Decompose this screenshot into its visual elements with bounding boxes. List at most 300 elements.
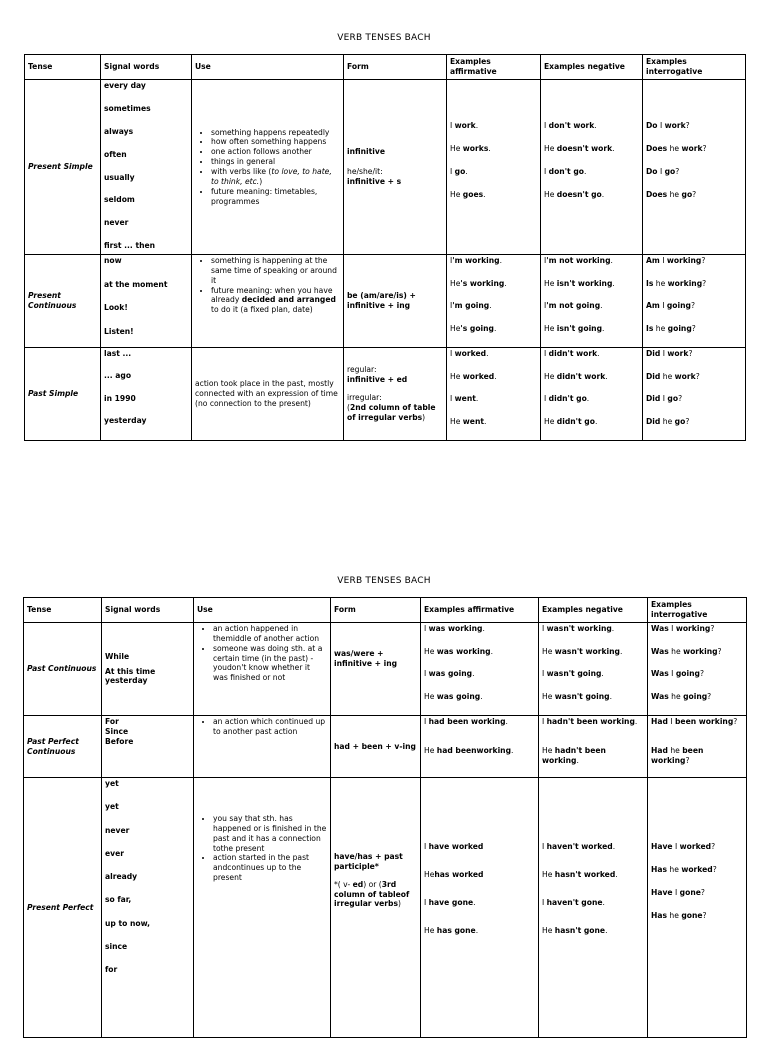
tense-name: Past Simple xyxy=(25,348,101,441)
use-item: • action started in the past andcontinues up to the present xyxy=(213,853,327,883)
page-title: VERB TENSES BACH xyxy=(337,33,431,43)
example-fragment: Had xyxy=(651,717,668,726)
example-fragment: He xyxy=(424,746,437,755)
example-fragment: . xyxy=(600,301,603,310)
example-fragment: He xyxy=(424,870,435,879)
use-item: • something is happening at the same time of speaking or around it xyxy=(211,256,340,286)
signal-word: For xyxy=(105,717,119,726)
example-fragment: ? xyxy=(691,323,696,333)
signal-word: for xyxy=(105,965,118,975)
header-row xyxy=(24,598,747,623)
example-fragment: . xyxy=(611,624,615,633)
example-sentence xyxy=(450,121,537,144)
signal-word: so far, xyxy=(105,895,132,905)
example-fragment: I xyxy=(544,167,549,176)
example-fragment: 's working xyxy=(460,278,505,288)
example-sentence xyxy=(424,692,535,715)
example-fragment: Was xyxy=(651,646,669,656)
example-fragment: go xyxy=(664,167,676,176)
example-fragment: He xyxy=(542,746,555,755)
example-fragment: don't go xyxy=(548,167,584,176)
example-sentence xyxy=(450,394,537,417)
use-cell xyxy=(192,80,344,255)
example-sentence xyxy=(424,870,535,898)
example-sentence xyxy=(542,692,644,715)
example-sentence xyxy=(450,349,537,372)
signal-word: always xyxy=(104,126,134,136)
example-fragment: ? xyxy=(690,301,696,310)
examples-interrogative xyxy=(648,778,747,1038)
example-fragment: he xyxy=(667,144,682,153)
tense-name: Present Perfect xyxy=(24,778,102,1038)
use-list xyxy=(195,128,340,207)
example-fragment: Does xyxy=(646,144,668,153)
signal-word: up to now, xyxy=(105,918,151,928)
signal-word: every day xyxy=(104,81,146,90)
use-item: • how often something happens xyxy=(211,137,340,147)
example-fragment: . xyxy=(634,717,638,726)
signal-word: While xyxy=(105,651,130,661)
example-fragment: I xyxy=(450,394,455,403)
example-fragment: I xyxy=(672,842,680,851)
example-fragment: have worked xyxy=(428,842,484,851)
example-fragment: was going xyxy=(428,669,473,678)
example-fragment: ? xyxy=(712,865,717,874)
example-fragment: he xyxy=(653,323,668,333)
example-fragment: Have xyxy=(651,842,673,851)
example-sentence xyxy=(544,394,639,417)
example-fragment: ? xyxy=(701,256,706,265)
example-fragment: He xyxy=(542,870,555,879)
use-example-verbs: to love, to hate, to think, etc. xyxy=(211,167,332,186)
example-sentence xyxy=(542,842,644,870)
header-examples-negative: Examples negative xyxy=(541,55,643,80)
example-fragment: working xyxy=(683,646,718,656)
example-fragment: working xyxy=(666,256,702,265)
example-fragment: . xyxy=(482,624,485,633)
example-fragment: I xyxy=(450,167,455,176)
use-item: • you say that sth. has happened or is finished in the past and it has a connection tothe present xyxy=(213,814,327,853)
example-fragment: . xyxy=(473,898,476,907)
signal-words xyxy=(101,80,192,255)
example-sentence xyxy=(450,167,537,190)
header-form: Form xyxy=(344,55,447,80)
example-sentence xyxy=(544,144,639,167)
example-fragment: I xyxy=(668,669,676,678)
example-fragment: 's going xyxy=(460,323,494,333)
use-item: • future meaning: timetables, programmes xyxy=(211,187,340,207)
examples-affirmative xyxy=(447,255,541,348)
example-fragment: He xyxy=(542,691,555,701)
example-sentence xyxy=(544,121,639,144)
example-fragment: . xyxy=(504,278,507,288)
example-fragment: He xyxy=(450,323,461,333)
example-fragment: work xyxy=(667,349,689,358)
example-fragment: I xyxy=(659,301,667,310)
example-fragment: I xyxy=(668,624,676,633)
signal-word: never xyxy=(105,825,130,835)
signal-word: yesterday xyxy=(104,416,147,426)
example-fragment: worked xyxy=(454,349,487,358)
examples-interrogative xyxy=(643,348,746,441)
example-fragment: . xyxy=(484,416,487,426)
header-signal-words: Signal words xyxy=(101,55,192,80)
example-sentence xyxy=(542,669,644,692)
example-fragment: was working xyxy=(436,646,491,656)
example-fragment: wasn't working xyxy=(546,624,612,633)
example-fragment: I xyxy=(424,669,429,678)
signal-words xyxy=(102,778,194,1038)
example-fragment: work xyxy=(664,121,686,130)
example-sentence xyxy=(646,279,742,302)
signal-word: since xyxy=(105,941,128,951)
example-sentence xyxy=(544,279,639,302)
example-fragment: haven't worked xyxy=(546,842,613,851)
example-fragment: isn't going xyxy=(556,323,603,333)
example-fragment: . xyxy=(605,371,608,381)
example-fragment: 'm not going xyxy=(546,301,601,310)
example-fragment: he xyxy=(660,371,675,381)
example-fragment: go xyxy=(681,190,693,199)
example-sentence xyxy=(424,898,535,926)
signal-word: seldom xyxy=(104,195,135,205)
examples-affirmative xyxy=(421,716,539,778)
example-fragment: haven't gone xyxy=(546,898,603,907)
examples-affirmative xyxy=(447,348,541,441)
example-sentence xyxy=(544,167,639,190)
example-fragment: He xyxy=(544,416,557,426)
table-row xyxy=(24,716,747,778)
signal-word: now xyxy=(104,256,122,265)
example-fragment: I xyxy=(544,256,547,265)
example-fragment: He xyxy=(542,926,555,935)
examples-affirmative xyxy=(447,80,541,255)
example-fragment: he xyxy=(653,278,668,288)
example-sentence xyxy=(646,144,742,167)
form-emphasis: ed xyxy=(352,879,364,889)
use-list xyxy=(197,814,327,883)
example-fragment: He xyxy=(450,190,463,199)
example-fragment: He xyxy=(424,691,437,701)
example-fragment: . xyxy=(475,394,479,403)
page-title: VERB TENSES BACH xyxy=(337,576,431,586)
example-fragment: I xyxy=(660,349,668,358)
example-sentence xyxy=(424,746,535,775)
example-fragment: ? xyxy=(685,121,690,130)
example-fragment: I xyxy=(542,669,547,678)
example-fragment: . xyxy=(583,167,587,176)
signal-word: At this time yesterday xyxy=(105,666,156,686)
example-fragment: . xyxy=(609,691,612,701)
example-fragment: have gone xyxy=(428,898,474,907)
example-fragment: . xyxy=(576,755,579,765)
example-fragment: ? xyxy=(685,416,690,426)
example-fragment: . xyxy=(605,926,608,935)
example-fragment: I xyxy=(542,624,547,633)
example-fragment: He xyxy=(450,278,461,288)
use-item: • an action happened in themiddle of another action xyxy=(213,624,327,644)
example-fragment: going xyxy=(667,323,692,333)
form-cell: had + been + v-ing xyxy=(331,716,421,778)
example-fragment: goes xyxy=(462,190,484,199)
example-sentence xyxy=(646,417,742,440)
example-sentence xyxy=(542,717,644,746)
example-sentence xyxy=(450,144,537,167)
example-fragment: didn't go xyxy=(548,394,587,403)
example-fragment: . xyxy=(465,167,468,176)
example-fragment: I xyxy=(424,842,429,851)
use-item xyxy=(211,167,340,187)
example-fragment: . xyxy=(601,669,604,678)
use-cell xyxy=(194,778,331,1038)
example-fragment: been working xyxy=(651,746,704,765)
example-fragment: He xyxy=(424,926,437,935)
example-fragment: Am xyxy=(646,256,660,265)
example-fragment: . xyxy=(472,669,475,678)
tense-name: Past Continuous xyxy=(24,623,102,716)
example-fragment: He xyxy=(544,278,557,288)
header-signal-words: Signal words xyxy=(102,598,194,623)
example-fragment: I xyxy=(424,898,429,907)
example-fragment: . xyxy=(602,898,605,907)
use-item xyxy=(211,286,340,316)
use-cell xyxy=(194,623,331,716)
example-fragment: I xyxy=(660,394,668,403)
example-fragment: ? xyxy=(702,144,707,153)
example-fragment: has worked xyxy=(434,870,484,879)
examples-negative xyxy=(539,778,648,1038)
example-fragment: has gone xyxy=(436,926,476,935)
example-fragment: 'm going xyxy=(452,301,490,310)
example-sentence xyxy=(544,324,639,347)
example-fragment: didn't go xyxy=(556,416,595,426)
signal-word: usually xyxy=(104,172,135,182)
example-fragment: . xyxy=(602,323,605,333)
example-fragment: . xyxy=(594,121,597,130)
form-cell: be (am/are/is) + infinitive + ing xyxy=(344,255,447,348)
example-fragment: . xyxy=(597,349,600,358)
use-list xyxy=(197,624,327,683)
form-text xyxy=(334,880,417,910)
examples-negative xyxy=(539,623,648,716)
example-fragment: . xyxy=(610,256,613,265)
header-tense: Tense xyxy=(25,55,101,80)
header-tense: Tense xyxy=(24,598,102,623)
example-fragment: isn't working xyxy=(556,278,613,288)
example-sentence xyxy=(542,624,644,647)
header-row xyxy=(25,55,746,80)
example-fragment: go xyxy=(667,394,679,403)
form-text: irregular: xyxy=(347,393,382,403)
form-cell xyxy=(331,778,421,1038)
signal-word: ever xyxy=(105,848,124,858)
example-sentence xyxy=(651,888,743,911)
example-fragment: I xyxy=(667,717,675,726)
example-fragment: ? xyxy=(700,888,705,897)
example-fragment: He xyxy=(450,144,463,153)
signal-word: Look! xyxy=(104,303,128,313)
example-fragment: Do xyxy=(646,167,658,176)
example-fragment: doesn't work xyxy=(556,144,613,153)
examples-affirmative xyxy=(421,778,539,1038)
example-sentence xyxy=(646,167,742,190)
example-fragment: Has xyxy=(651,911,667,920)
example-fragment: 'm not working xyxy=(546,256,611,265)
example-fragment: He xyxy=(424,646,437,656)
verb-tenses-table-2 xyxy=(23,597,747,1038)
example-fragment: hadn't been working xyxy=(542,746,606,765)
verb-tenses-table-1 xyxy=(24,54,746,441)
example-fragment: gone xyxy=(679,888,701,897)
use-item: • things in general xyxy=(211,157,340,167)
signal-word: often xyxy=(104,149,127,159)
form-text: infinitive + s xyxy=(347,176,402,186)
example-fragment: I xyxy=(450,349,455,358)
example-fragment: going xyxy=(675,669,700,678)
example-fragment: ? xyxy=(685,755,690,765)
example-fragment: had been working xyxy=(428,717,506,726)
example-sentence xyxy=(544,301,639,324)
form-cell xyxy=(344,348,447,441)
use-cell xyxy=(192,255,344,348)
examples-interrogative xyxy=(643,255,746,348)
signal-word: yet xyxy=(105,802,119,812)
example-sentence xyxy=(651,746,743,775)
use-text: to do it (a fixed plan, date) xyxy=(211,305,313,315)
example-fragment: worked xyxy=(679,842,712,851)
example-fragment: went xyxy=(462,416,484,426)
example-fragment: was going xyxy=(436,691,481,701)
example-fragment: wasn't going xyxy=(554,691,610,701)
example-fragment: Is xyxy=(646,323,654,333)
example-fragment: working xyxy=(675,624,711,633)
signal-word: at the moment xyxy=(104,279,168,289)
example-fragment: He xyxy=(544,144,557,153)
signal-word: last ... xyxy=(104,349,132,358)
example-fragment: Had xyxy=(651,746,668,755)
example-fragment: Does xyxy=(646,190,668,199)
form-emphasis: 3rd column of tableof irregular verbs xyxy=(334,879,410,909)
example-fragment: Do xyxy=(646,121,658,130)
example-fragment: works xyxy=(462,144,489,153)
signal-word: first ... then xyxy=(104,241,156,251)
example-fragment: ? xyxy=(733,717,738,726)
example-fragment: wasn't going xyxy=(546,669,602,678)
signal-word: Listen! xyxy=(104,327,134,337)
signal-word: in 1990 xyxy=(104,393,136,403)
examples-interrogative xyxy=(648,716,747,778)
use-emphasis: decided and arranged xyxy=(241,295,336,305)
form-text: ) xyxy=(422,412,426,422)
example-fragment: didn't work xyxy=(548,349,598,358)
header-examples-affirmative: Examples affirmative xyxy=(421,598,539,623)
example-fragment: he xyxy=(667,911,682,920)
example-fragment: . xyxy=(488,144,491,153)
example-fragment: Did xyxy=(646,349,661,358)
example-sentence xyxy=(544,372,639,395)
example-fragment: he xyxy=(668,646,684,656)
example-sentence xyxy=(651,647,743,670)
example-fragment: ? xyxy=(675,167,680,176)
example-fragment: going xyxy=(683,691,708,701)
example-fragment: going xyxy=(666,301,691,310)
example-fragment: Was xyxy=(651,624,669,633)
form-text xyxy=(347,403,443,423)
example-fragment: ? xyxy=(702,278,707,288)
example-fragment: . xyxy=(612,144,615,153)
example-sentence xyxy=(542,898,644,926)
example-fragment: hasn't gone xyxy=(554,926,606,935)
example-fragment: . xyxy=(475,121,479,130)
example-fragment: He xyxy=(450,416,463,426)
example-fragment: ? xyxy=(678,394,683,403)
use-item: • an action which continued up to another past action xyxy=(213,717,327,737)
example-fragment: Did xyxy=(646,416,661,426)
example-fragment: was working xyxy=(428,624,483,633)
example-fragment: went xyxy=(454,394,476,403)
example-sentence xyxy=(544,417,639,440)
table-row xyxy=(24,778,747,1038)
example-sentence xyxy=(651,717,743,746)
example-sentence xyxy=(424,647,535,670)
use-cell xyxy=(194,716,331,778)
example-fragment: wasn't working xyxy=(554,646,620,656)
example-sentence xyxy=(646,372,742,395)
example-sentence xyxy=(651,692,743,715)
example-fragment: . xyxy=(594,416,598,426)
signal-word: already xyxy=(105,872,138,882)
example-sentence xyxy=(651,624,743,647)
header-examples-affirmative: Examples affirmative xyxy=(447,55,541,80)
example-fragment: hadn't been working xyxy=(546,717,635,726)
signal-word: ... ago xyxy=(104,371,132,381)
signal-words xyxy=(101,348,192,441)
examples-interrogative xyxy=(643,80,746,255)
example-fragment: . xyxy=(612,842,616,851)
example-sentence xyxy=(450,190,537,213)
example-sentence xyxy=(651,911,743,934)
use-cell: action took place in the past, mostly connected with an expression of time (no connection to the present) xyxy=(192,348,344,441)
examples-negative xyxy=(541,255,643,348)
example-fragment: didn't work xyxy=(556,371,606,381)
use-text: ) xyxy=(259,176,263,186)
example-sentence xyxy=(450,301,537,324)
form-text: regular: xyxy=(347,365,377,375)
example-sentence xyxy=(646,349,742,372)
examples-negative xyxy=(541,80,643,255)
example-fragment: ? xyxy=(695,371,700,381)
example-sentence xyxy=(424,669,535,692)
signal-word: Since xyxy=(105,726,129,736)
example-sentence xyxy=(450,256,537,279)
example-fragment: he xyxy=(667,865,682,874)
example-fragment: been working xyxy=(675,717,734,726)
example-fragment: I xyxy=(659,256,667,265)
example-fragment: hasn't worked xyxy=(554,870,616,879)
tense-name: Present Simple xyxy=(25,80,101,255)
example-fragment: ? xyxy=(692,190,697,199)
example-fragment: Did xyxy=(646,394,661,403)
table-row xyxy=(25,348,746,441)
examples-negative xyxy=(539,716,648,778)
example-fragment: ? xyxy=(707,691,712,701)
example-fragment: ? xyxy=(699,669,704,678)
use-item: • someone was doing sth. at a certain time (in the past) - youdon't know whether it was finished or not xyxy=(213,644,327,683)
example-sentence xyxy=(450,417,537,440)
example-fragment: He xyxy=(544,190,557,199)
example-fragment: . xyxy=(494,371,497,381)
signal-word: sometimes xyxy=(104,103,151,113)
